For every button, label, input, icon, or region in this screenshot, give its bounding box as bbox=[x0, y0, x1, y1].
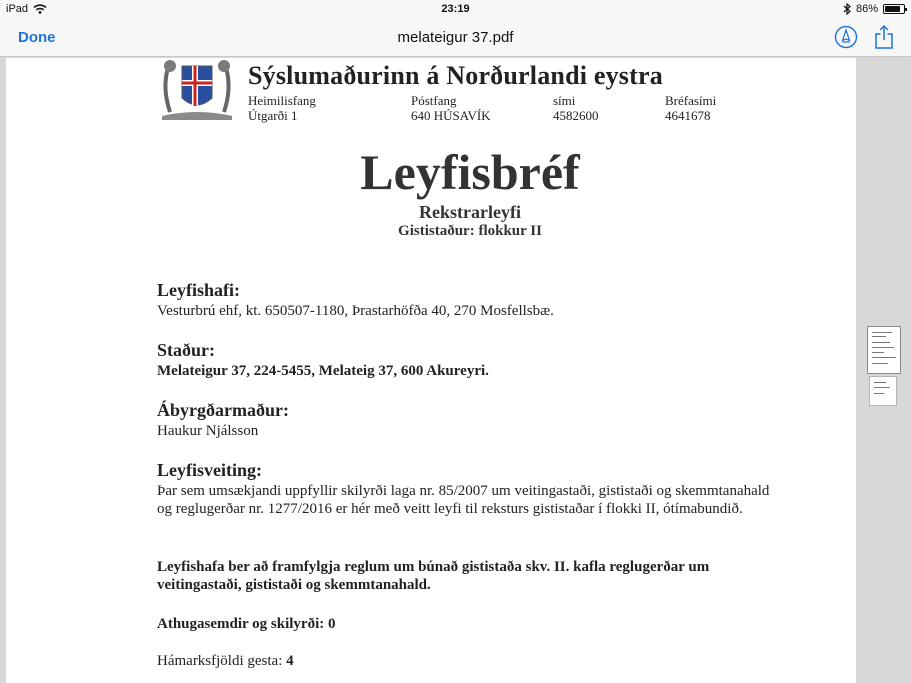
markup-button[interactable] bbox=[834, 25, 858, 49]
max-guests-value: 4 bbox=[286, 653, 294, 669]
battery-icon bbox=[883, 4, 905, 14]
thumbnail-strip[interactable] bbox=[856, 58, 911, 683]
header-fax bbox=[665, 93, 716, 123]
header-label: Bréfasími bbox=[665, 93, 717, 108]
rules-text: Leyfishafa ber að framfylgja reglum um búnað gististaða skv. II. kafla reglugerðar um veitingastaði, gististaði og skemmtanahald. bbox=[157, 559, 710, 593]
document-title: melateigur 37.pdf bbox=[397, 29, 514, 46]
header-label: Póstfang bbox=[411, 93, 457, 108]
device-name: iPad bbox=[6, 3, 29, 15]
header-label: sími bbox=[553, 93, 576, 108]
markup-pen-icon bbox=[834, 25, 858, 49]
battery-level bbox=[885, 6, 900, 12]
document-subtitle: Rekstrarleyfi bbox=[419, 202, 521, 222]
pdf-viewer[interactable] bbox=[0, 58, 911, 683]
header-label: Heimilisfang bbox=[248, 93, 316, 108]
header-value: Útgarði 1 bbox=[248, 108, 298, 123]
grant-text: Þar sem umsækjandi uppfyllir skilyrði laga nr. 85/2007 um veitingastaði, gististaði og skemmtanahald og reglugerðar nr. 1277/2016 er hér með veitt leyfi til reksturs gististaðar í flokki II, ótímabundið. bbox=[157, 483, 770, 517]
place-text: Melateigur 37, 224-5455, Melateig 37, 600 Akureyri. bbox=[157, 363, 489, 379]
max-guests bbox=[157, 652, 294, 670]
coat-of-arms-icon bbox=[158, 58, 236, 120]
manager-text: Haukur Njálsson bbox=[157, 423, 259, 439]
place-heading: Staður: bbox=[157, 340, 215, 360]
header-phone bbox=[553, 93, 599, 123]
header-value: 4641678 bbox=[665, 108, 711, 123]
share-button[interactable] bbox=[874, 24, 894, 50]
nav-bar bbox=[0, 20, 911, 57]
max-guests-label: Hámarksfjöldi gesta: bbox=[157, 653, 283, 669]
licensee-heading: Leyfishafi: bbox=[157, 280, 240, 300]
page-thumbnail-2[interactable] bbox=[869, 376, 897, 406]
header-address bbox=[248, 93, 316, 123]
grant-heading: Leyfisveiting: bbox=[157, 460, 262, 480]
manager-heading: Ábyrgðarmaður: bbox=[157, 400, 289, 420]
status-bar bbox=[0, 0, 911, 20]
document-heading: Leyfisbréf bbox=[360, 144, 580, 200]
page-thumbnail-1[interactable] bbox=[867, 326, 901, 374]
header-postal bbox=[411, 93, 491, 123]
bluetooth-icon bbox=[843, 3, 851, 15]
license-category: Gististaður: flokkur II bbox=[398, 223, 542, 239]
battery-percent: 86% bbox=[855, 3, 878, 15]
header-value: 640 HÚSAVÍK bbox=[411, 108, 491, 123]
pdf-page[interactable] bbox=[6, 58, 856, 683]
done-button[interactable]: Done bbox=[18, 29, 56, 46]
share-icon bbox=[874, 24, 894, 50]
office-name: Sýslumaðurinn á Norðurlandi eystra bbox=[248, 61, 663, 90]
status-time: 23:19 bbox=[441, 3, 470, 15]
remarks-text: Athugasemdir og skilyrði: 0 bbox=[157, 616, 336, 632]
status-right bbox=[843, 3, 905, 15]
header-value: 4582600 bbox=[553, 108, 599, 123]
licensee-text: Vesturbrú ehf, kt. 650507-1180, Þrastarhöfða 40, 270 Mosfellsbæ. bbox=[157, 303, 554, 319]
